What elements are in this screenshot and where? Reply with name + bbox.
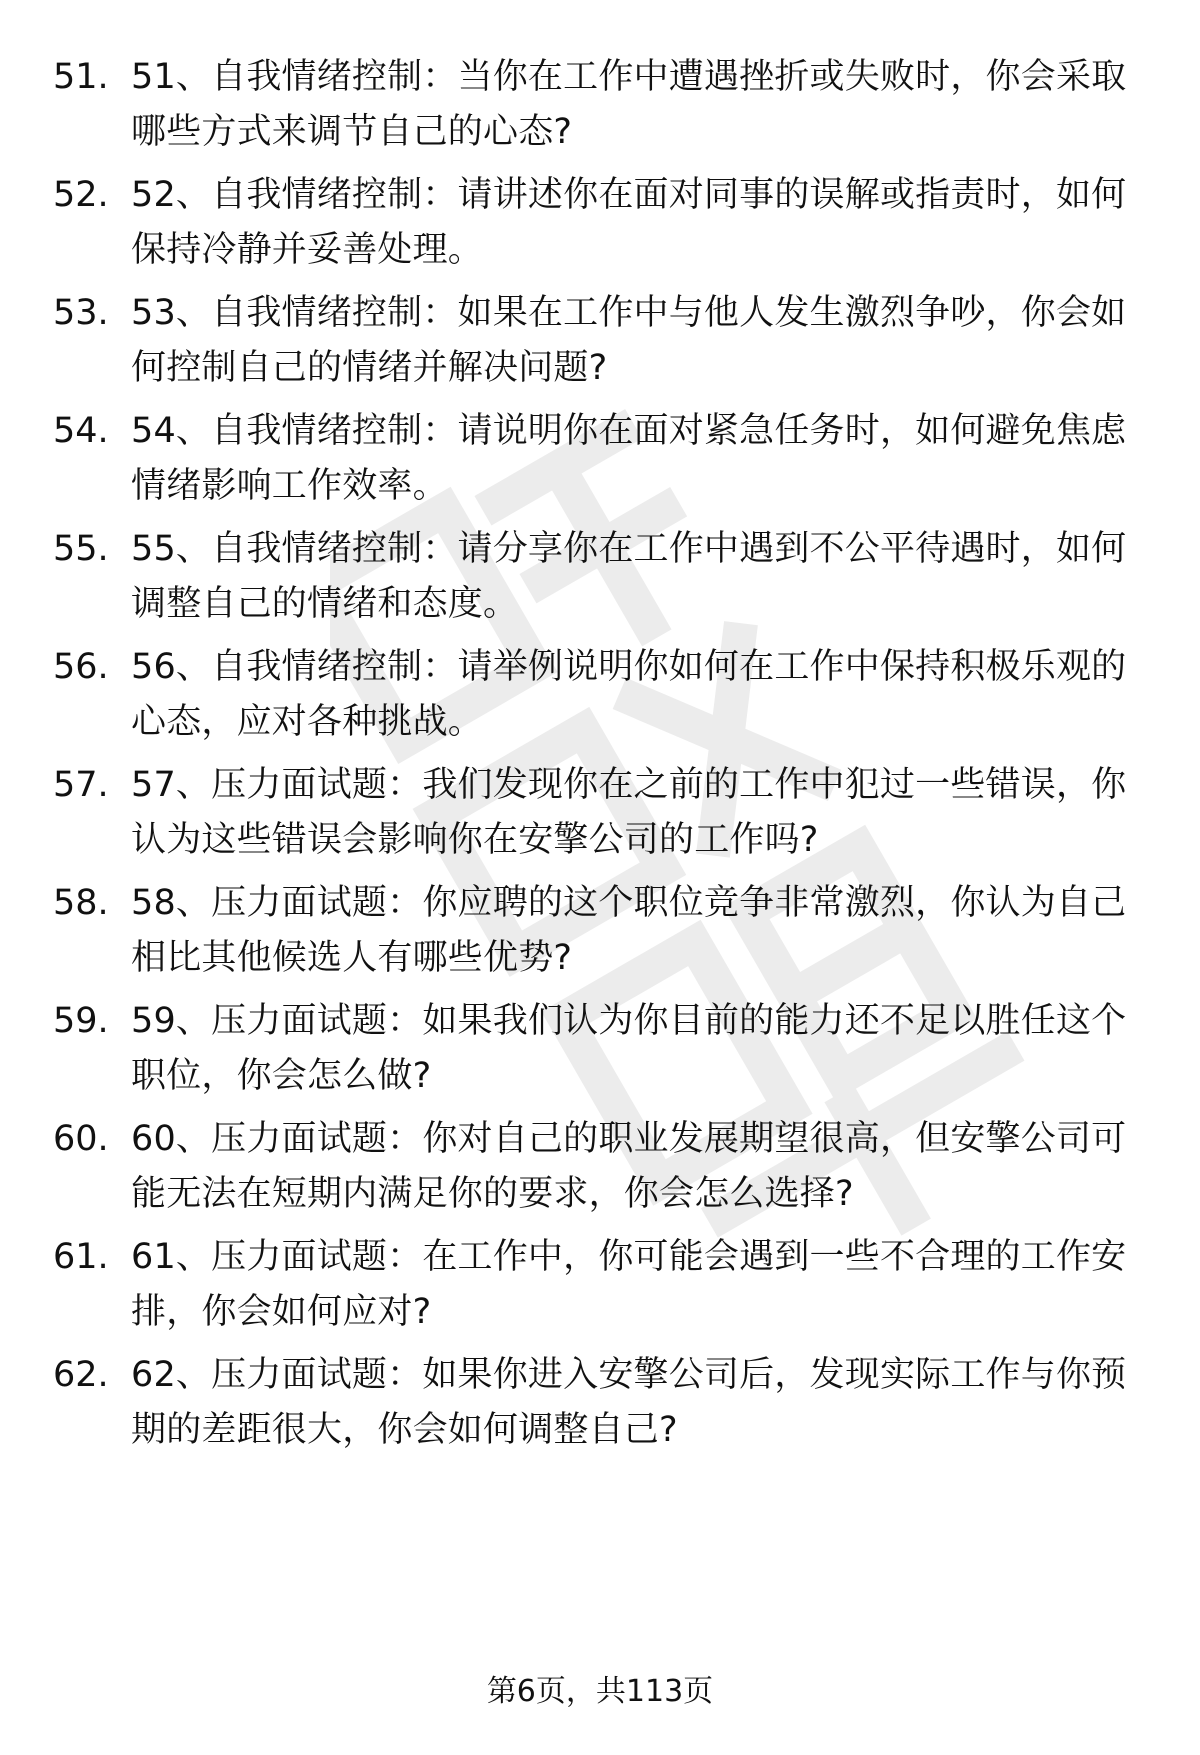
list-item <box>0 522 1200 632</box>
page-footer: 第6页，共113页 <box>486 1674 714 1709</box>
item-number: 54. <box>53 411 109 451</box>
list-item <box>0 1230 1200 1340</box>
list-item <box>0 640 1200 750</box>
item-text: 52、自我情绪控制：请讲述你在面对同事的误解或指责时，如何保持冷静并妥善处理。 <box>131 175 1127 270</box>
item-number: 60. <box>53 1119 109 1159</box>
list-item <box>0 758 1200 868</box>
list-item <box>0 50 1200 160</box>
list-item <box>0 1348 1200 1458</box>
item-number: 52. <box>53 175 109 215</box>
list-item <box>0 168 1200 278</box>
item-number: 56. <box>53 647 109 687</box>
item-number: 61. <box>53 1237 109 1277</box>
item-text: 62、压力面试题：如果你进入安擎公司后，发现实际工作与你预期的差距很大，你会如何调整自己? <box>131 1355 1127 1450</box>
item-number: 53. <box>53 293 109 333</box>
list-item <box>0 876 1200 986</box>
item-text: 57、压力面试题：我们发现你在之前的工作中犯过一些错误，你认为这些错误会影响你在安擎公司的工作吗? <box>131 765 1127 860</box>
list-item <box>0 994 1200 1104</box>
item-number: 58. <box>53 883 109 923</box>
item-text: 59、压力面试题：如果我们认为你目前的能力还不足以胜任这个职位，你会怎么做? <box>131 1001 1127 1096</box>
item-number: 62. <box>53 1355 109 1395</box>
list-item <box>0 404 1200 514</box>
item-text: 51、自我情绪控制：当你在工作中遭遇挫折或失败时，你会采取哪些方式来调节自己的心态? <box>131 57 1127 152</box>
item-text: 54、自我情绪控制：请说明你在面对紧急任务时，如何避免焦虑情绪影响工作效率。 <box>131 411 1127 506</box>
item-text: 58、压力面试题：你应聘的这个职位竞争非常激烈，你认为自己相比其他候选人有哪些优势? <box>131 883 1127 978</box>
item-text: 55、自我情绪控制：请分享你在工作中遇到不公平待遇时，如何调整自己的情绪和态度。 <box>131 529 1127 624</box>
item-text: 61、压力面试题：在工作中，你可能会遇到一些不合理的工作安排，你会如何应对? <box>131 1237 1127 1332</box>
item-text: 53、自我情绪控制：如果在工作中与他人发生激烈争吵，你会如何控制自己的情绪并解决问题? <box>131 293 1127 388</box>
item-text: 56、自我情绪控制：请举例说明你如何在工作中保持积极乐观的心态，应对各种挑战。 <box>131 647 1127 742</box>
item-number: 51. <box>53 57 109 97</box>
item-number: 59. <box>53 1001 109 1041</box>
item-number: 57. <box>53 765 109 805</box>
item-text: 60、压力面试题：你对自己的职业发展期望很高，但安擎公司可能无法在短期内满足你的要求，你会怎么选择? <box>131 1119 1127 1214</box>
list-item <box>0 1112 1200 1222</box>
list-item <box>0 286 1200 396</box>
item-number: 55. <box>53 529 109 569</box>
